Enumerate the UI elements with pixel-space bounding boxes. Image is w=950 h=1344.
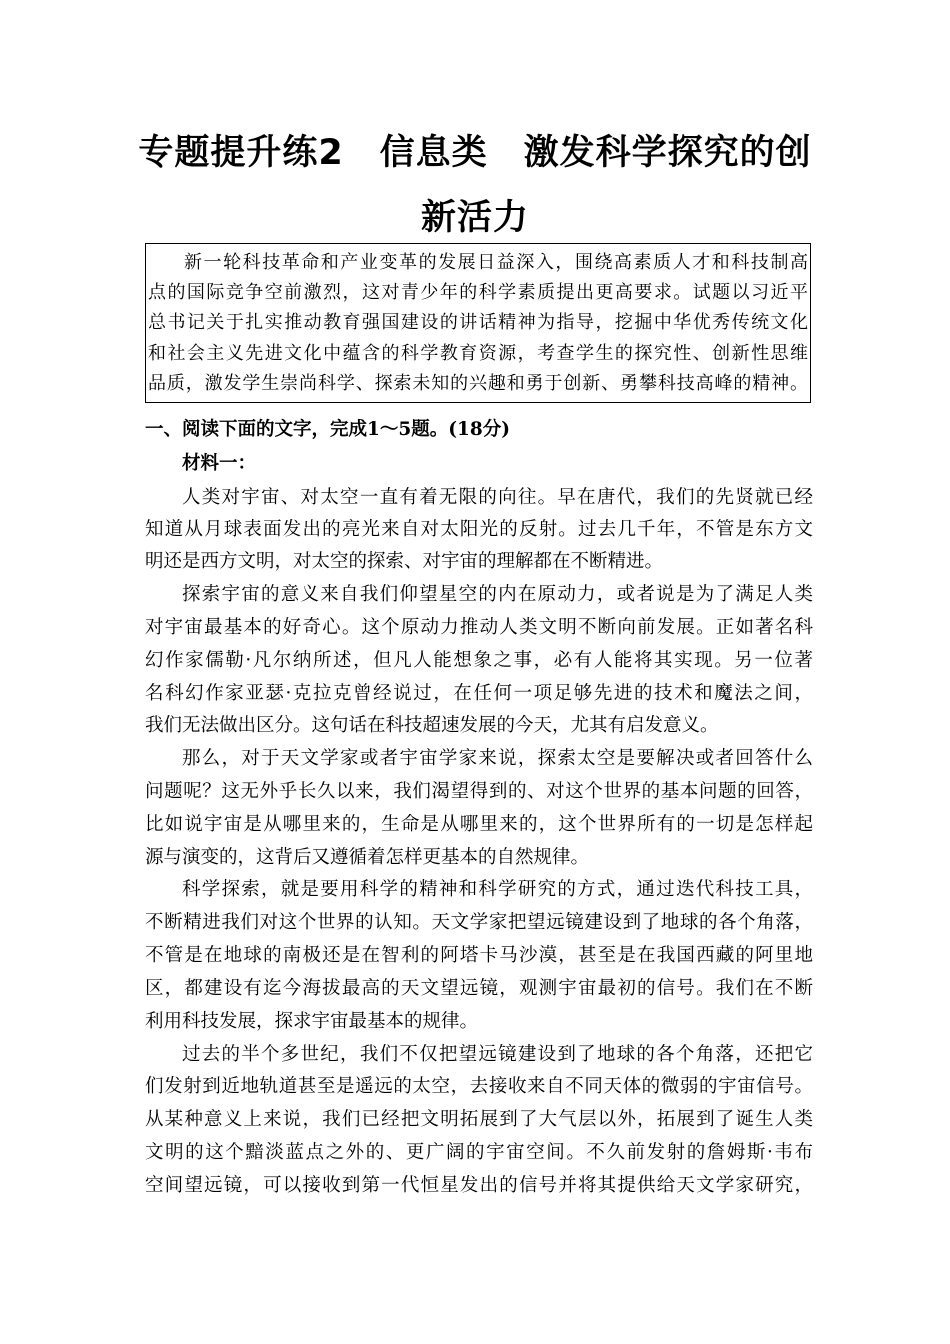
paragraph-line: 明还是西方文明，对太空的探索、对宇宙的理解都在不断精进。 [145,551,664,572]
paragraph-line: 不断精进我们对这个世界的认知。天文学家把望远镜建设到了地球的各个角落， [145,912,813,933]
material-label: 材料一： [182,453,257,474]
paragraph-line: 那么，对于天文学家或者宇宙学家来说，探索太空是要解决或者回答什么 [182,748,813,769]
paragraph-line: 问题呢？这无外乎长久以来，我们渴望得到的、对这个世界的基本问题的回答， [145,781,813,802]
paragraph-line: 人类对宇宙、对太空一直有着无限的向往。早在唐代，我们的先贤就已经 [182,487,813,508]
document-title: 专题提升练2 信息类 激发科学探究的创 [138,133,812,173]
intro-line: 总书记关于扎实推动教育强国建设的讲话精神为指导，挖掘中华优秀传统文化 [148,312,808,333]
paragraph-line: 对宇宙最基本的好奇心。这个原动力推动人类文明不断向前发展。正如著名科 [145,617,813,638]
paragraph-line: 名科幻作家亚瑟·克拉克曾经说过，在任何一项足够先进的技术和魔法之间， [145,683,813,704]
intro-line: 点的国际竞争空前激烈，这对青少年的科学素质提出更高要求。试题以习近平 [148,282,808,303]
paragraph-line: 区，都建设有迄今海拔最高的天文望远镜，观测宇宙最初的信号。我们在不断 [145,978,813,999]
paragraph-line: 源与演变的，这背后又遵循着怎样更基本的自然规律。 [145,847,590,868]
intro-line: 品质，激发学生崇尚科学、探索未知的兴趣和勇于创新、勇攀科技高峰的精神。 [148,373,808,394]
intro-line: 和社会主义先进文化中蕴含的科学教育资源，考查学生的探究性、创新性思维 [148,343,808,364]
paragraph-line: 过去的半个多世纪，我们不仅把望远镜建设到了地球的各个角落，还把它 [182,1044,813,1065]
section-heading: 一、阅读下面的文字，完成1～5题。(18分) [145,419,510,440]
paragraph-line: 科学探索，就是要用科学的精神和科学研究的方式，通过迭代科技工具， [182,879,813,900]
paragraph-line: 我们无法做出区分。这句话在科技超速发展的今天，尤其有启发意义。 [145,715,719,736]
paragraph-line: 利用科技发展，探求宇宙最基本的规律。 [145,1011,479,1032]
paragraph-line: 比如说宇宙是从哪里来的，生命是从哪里来的，这个世界所有的一切是怎样起 [145,814,813,835]
intro-line: 新一轮科技革命和产业变革的发展日益深入，围绕高素质人才和科技制高 [184,252,808,273]
paragraph-line: 探索宇宙的意义来自我们仰望星空的内在原动力，或者说是为了满足人类 [182,584,813,605]
paragraph-line: 不管是在地球的南极还是在智利的阿塔卡马沙漠，甚至是在我国西藏的阿里地 [145,945,813,966]
paragraph-line: 从某种意义上来说，我们已经把文明拓展到了大气层以外，拓展到了诞生人类 [145,1109,813,1130]
paragraph-line: 空间望远镜，可以接收到第一代恒星发出的信号并将其提供给天文学家研究， [145,1175,813,1196]
paragraph-line: 幻作家儒勒·凡尔纳所述，但凡人能想象之事，必有人能将其实现。另一位著 [145,650,813,671]
document-title-continued: 新活力 [420,198,529,238]
paragraph-line: 们发射到近地轨道甚至是遥远的太空，去接收来自不同天体的微弱的宇宙信号。 [145,1076,813,1097]
paragraph-line: 知道从月球表面发出的亮光来自对太阳光的反射。过去几千年，不管是东方文 [145,519,813,540]
paragraph-line: 文明的这个黯淡蓝点之外的、更广阔的宇宙空间。不久前发射的詹姆斯·韦布 [145,1142,813,1163]
